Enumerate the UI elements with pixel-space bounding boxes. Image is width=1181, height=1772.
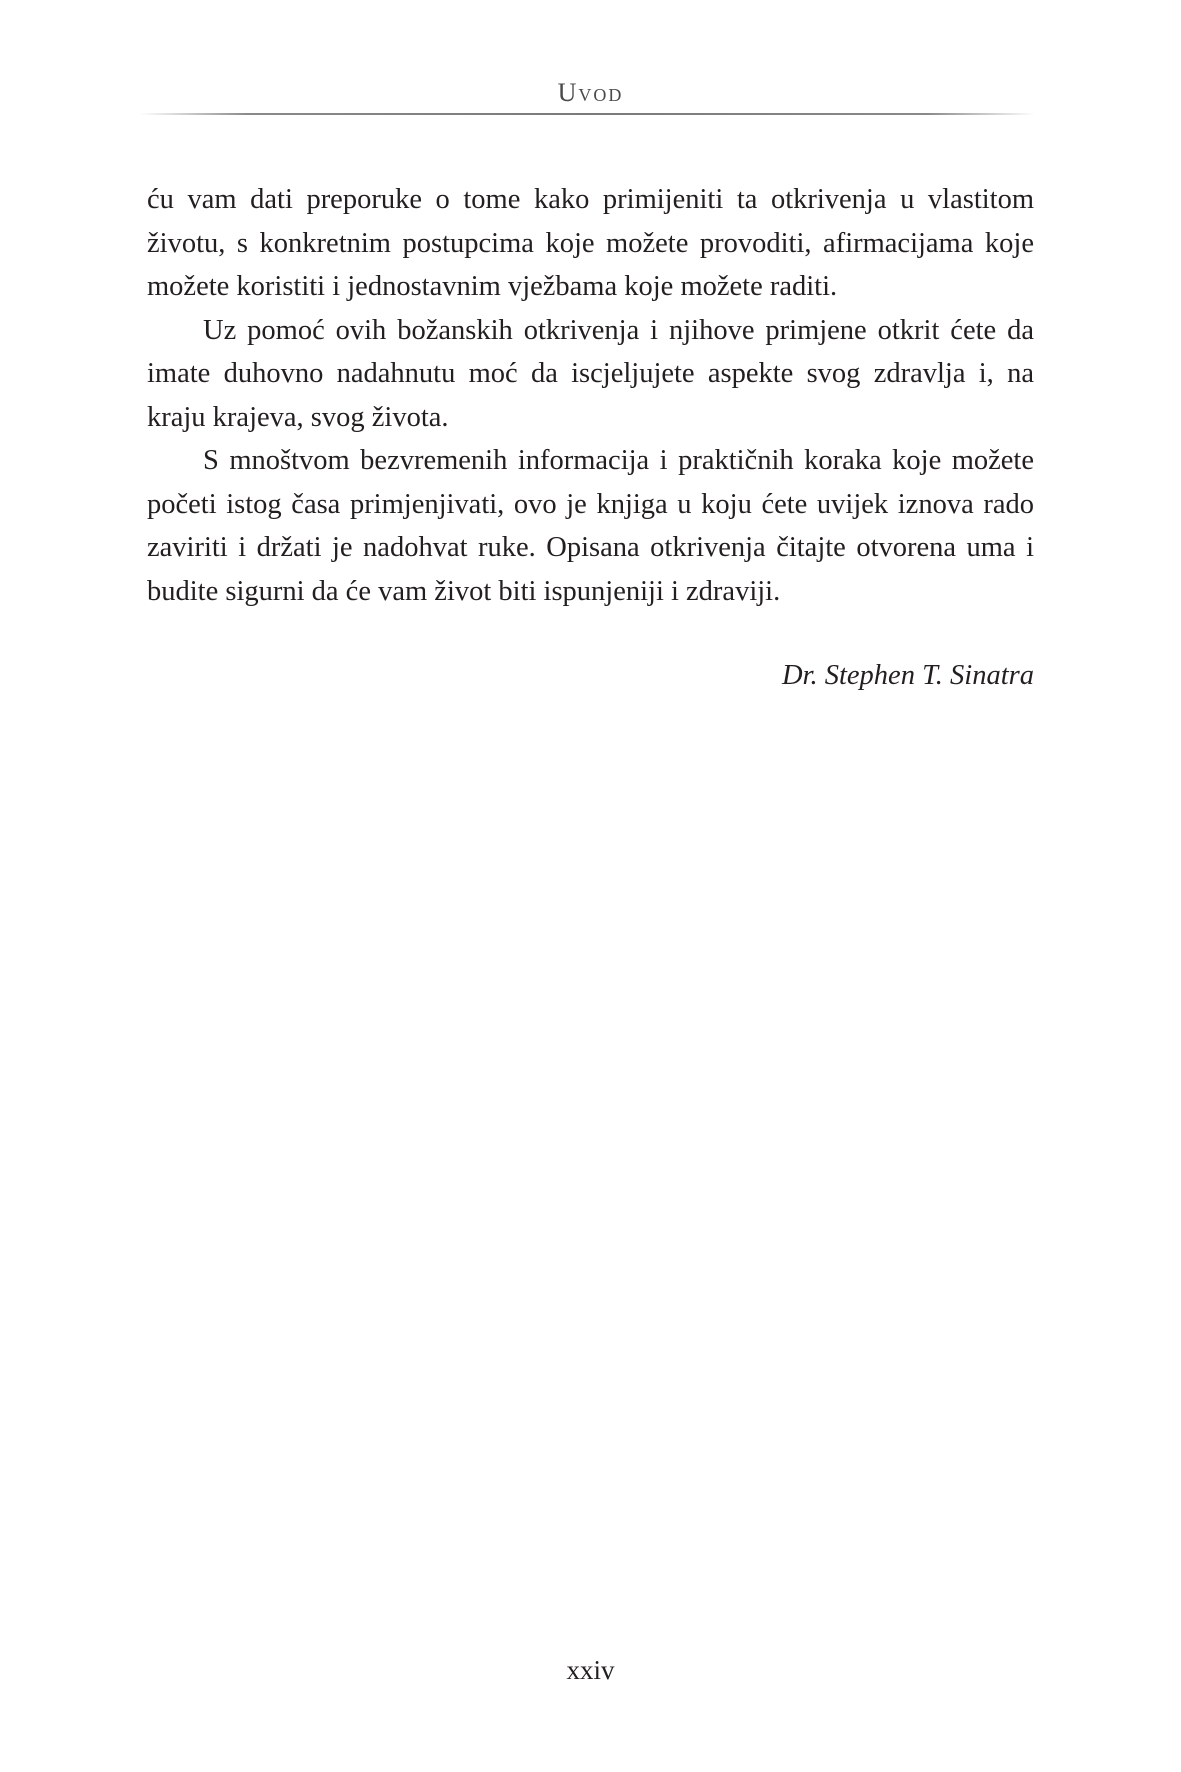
running-head: Uvod <box>557 78 624 107</box>
paragraph-2: Uz pomoć ovih božanskih otkrivenja i njihove primjene otkrit ćete da imate duhovno nadahnutu moć da iscjeljujete aspekte svog zdravlja i, na kraju krajeva, svog života. <box>147 314 1034 433</box>
paragraph-3: S mnoštvom bezvremenih informacija i praktičnih koraka koje možete početi istog časa primjenjivati, ovo je knjiga u koju ćete uvijek iznova rado zaviriti i držati je nadohvat ruke. Opisana otkrivenja čitajte otvorena uma i budite sigurni da će vam život biti ispunjeniji i zdraviji. <box>147 445 1034 607</box>
header-divider <box>140 113 1035 115</box>
page-number: xxiv <box>566 1655 615 1685</box>
author-signature: Dr. Stephen T. Sinatra <box>781 660 1034 691</box>
body-text <box>147 178 1034 613</box>
paragraph-1: ću vam dati preporuke o tome kako primijeniti ta otkrivenja u vlastitom životu, s konkretnim postupcima koje možete provoditi, afirmacijama koje možete koristiti i jednostavnim vježbama koje možete raditi. <box>147 184 1034 302</box>
